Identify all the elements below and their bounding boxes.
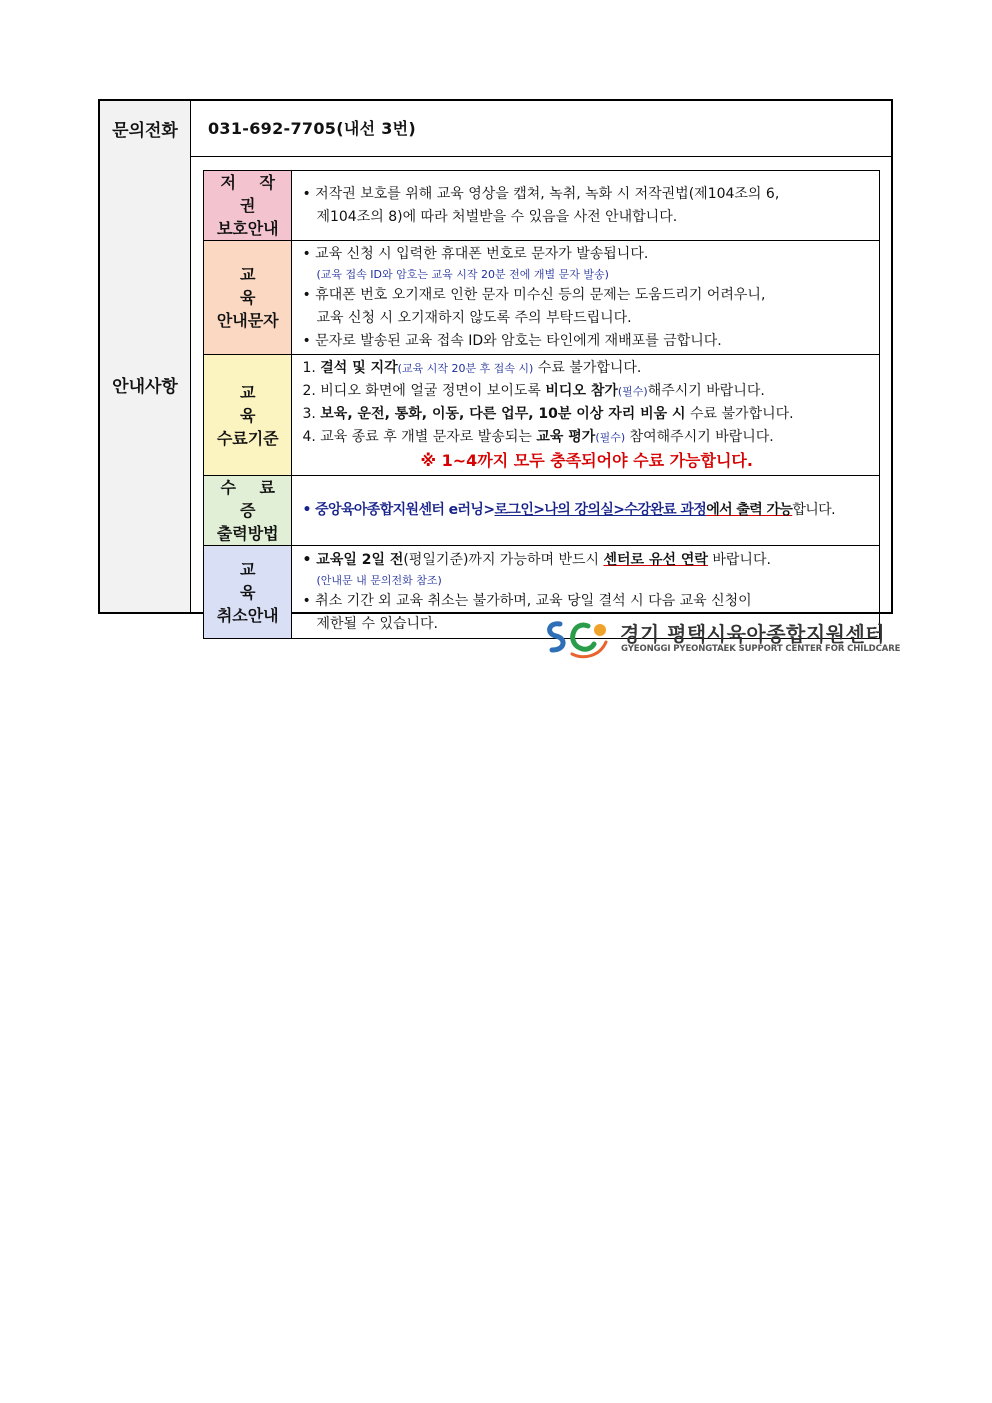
section-body-completion (292, 355, 880, 476)
completion-item-4: 4. 교육 종료 후 개별 문자로 발송되는 교육 평가(필수) 참여해주시기 바랍니다. (302, 429, 774, 445)
section-sms (204, 241, 880, 355)
contact-phone: 031-692-7705(내선 3번) (208, 119, 417, 138)
section-title-certificate: 수 료 증 출력방법 (204, 476, 292, 546)
section-body-cancellation: • 교육일 2일 전(평일기준)까지 가능하며 반드시 센터로 유선 연락 바랍니다. (안내문 내 문의전화 참조) • 취소 기간 외 교육 취소는 불가하며, 교육 당일 결석 시 다음 교육 신청이 제한될 수 있습니다. (292, 546, 880, 639)
section-certificate (204, 476, 880, 546)
section-body-copyright: • 저작권 보호를 위해 교육 영상을 캡쳐, 녹취, 녹화 시 저작권법(제104조의 6, 제104조의 8)에 따라 처벌받을 수 있음을 사전 안내합니다. (292, 171, 880, 241)
notice-row (100, 156, 891, 632)
center-logo (544, 616, 901, 660)
sc-logo-icon (544, 616, 614, 660)
elearning-site: 중앙육아종합지원센터 e러닝> (315, 502, 495, 518)
completion-item-2: 2. 비디오 화면에 얼굴 정면이 보이도록 비디오 참가(필수)해주시기 바랍니다. (302, 383, 765, 399)
section-title-copyright: 저 작 권 보호안내 (204, 171, 292, 241)
section-body-certificate: • 중앙육아종합지원센터 e러닝>로그인>나의 강의실>수강완료 과정에서 출력 가능합니다. (292, 476, 880, 546)
certificate-path: 로그인>나의 강의실>수강완료 과정 (494, 502, 707, 518)
section-title-sms: 교 육 안내문자 (204, 241, 292, 355)
section-title-cancellation: 교 육 취소안내 (204, 546, 292, 639)
info-table (98, 99, 893, 632)
notice-table (203, 170, 880, 639)
section-body-sms: • 교육 신청 시 입력한 휴대폰 번호로 문자가 발송됩니다. (교육 접속 ID와 암호는 교육 시작 20분 전에 개별 문자 발송) • 휴대폰 번호 오기재로 인한 문자 미수신 등의 문제는 도움드리기 어려우니, 교육 신청 시 오기재하지 않도록 주의 부탁드립니다. • 문자로 발송된 교육 접속 ID와 암호는 타인에게 재배포를 금합니다. (292, 241, 880, 355)
completion-item-1: 1. 결석 및 지각(교육 시작 20분 후 접속 시) 수료 불가합니다. (302, 360, 642, 376)
section-title-completion: 교 육 수료기준 (204, 355, 292, 476)
contact-label: 문의전화 (100, 101, 191, 156)
completion-item-3: 3. 보육, 운전, 통화, 이동, 다른 업무, 10분 이상 자리 비움 시 수료 불가합니다. (302, 406, 794, 422)
section-completion (204, 355, 880, 476)
center-name: 경기 평택시육아종합지원센터 (620, 622, 886, 646)
section-copyright (204, 171, 880, 241)
contact-row (100, 101, 891, 157)
center-name-en: GYEONGGI PYEONGTAEK SUPPORT CENTER FOR CHILDCARE (621, 644, 901, 654)
notice-label: 안내사항 (100, 156, 191, 612)
completion-requirement: ※ 1~4까지 모두 충족되어야 수료 가능합니다. (420, 451, 753, 470)
